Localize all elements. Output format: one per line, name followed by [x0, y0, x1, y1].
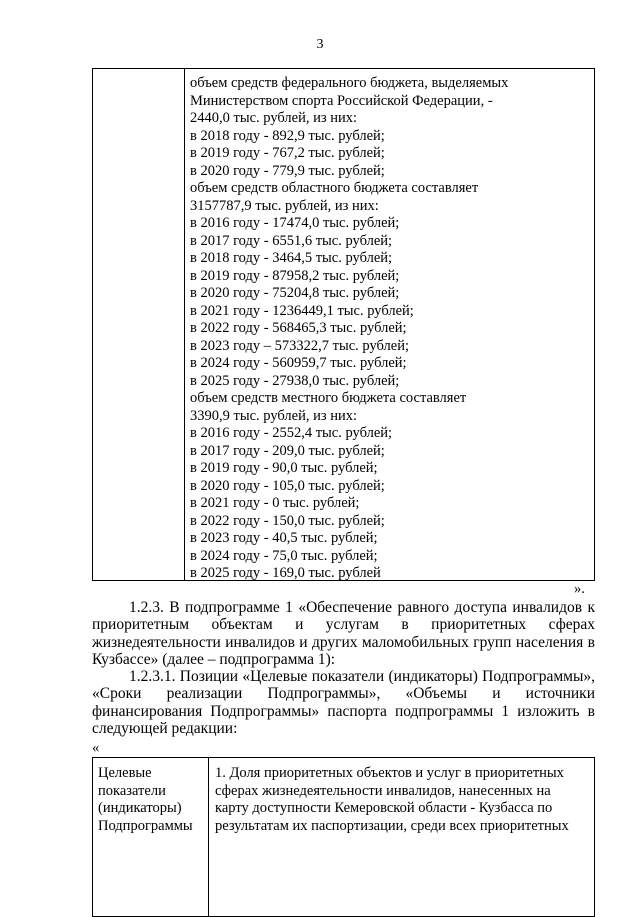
- funding-line: в 2018 году - 892,9 тыс. рублей;: [190, 127, 385, 144]
- indicator-value-line: карту доступности Кемеровской области - Кузбасса по: [215, 800, 553, 816]
- funding-line: в 2024 году - 560959,7 тыс. рублей;: [190, 355, 407, 371]
- funding-line: в 2025 году - 169,0 тыс. рублей: [190, 565, 381, 581]
- page-number: 3: [316, 37, 324, 52]
- indicator-label-line: (индикаторы): [98, 800, 182, 816]
- funding-line: в 2018 году - 3464,5 тыс. рублей;: [190, 250, 393, 266]
- paragraph-1-2-3-1: 1.2.3.1. Позиции «Целевые показатели (индикаторы) Подпрограммы», «Сроки реализации Подпрограммы», «Объемы и источники финансирования Подпрограммы» паспорта подпрограммы 1 изложить в следующей редакции:: [92, 668, 595, 737]
- funding-line: в 2022 году - 568465,3 тыс. рублей;: [190, 320, 407, 336]
- funding-line: в 2023 году - 40,5 тыс. рублей;: [190, 530, 378, 546]
- funding-line: Министерством спорта Российской Федерации, -: [190, 92, 493, 109]
- funding-line: в 2019 году - 87958,2 тыс. рублей;: [190, 267, 400, 284]
- funding-line: в 2021 году - 1236449,1 тыс. рублей;: [190, 302, 414, 319]
- table-column-divider: [184, 69, 185, 580]
- funding-line: в 2017 году - 6551,6 тыс. рублей;: [190, 232, 393, 249]
- funding-line: 3390,9 тыс. рублей, из них:: [190, 407, 357, 424]
- funding-line: в 2025 году - 27938,0 тыс. рублей;: [190, 372, 400, 389]
- funding-line: в 2017 году - 209,0 тыс. рублей;: [190, 442, 385, 459]
- indicators-table: [92, 757, 595, 917]
- indicator-label-line: Подпрограммы: [98, 817, 193, 834]
- funding-line: объем средств областного бюджета составляет: [190, 180, 479, 196]
- table-column-divider: [208, 758, 209, 916]
- funding-line: в 2023 году – 573322,7 тыс. рублей;: [190, 337, 410, 354]
- indicator-value-line: результатам их паспортизации, среди всех приоритетных: [215, 817, 569, 834]
- indicator-label-line: показатели: [98, 782, 166, 799]
- closing-quote: ».: [574, 581, 585, 597]
- paragraph-1-2-3: 1.2.3. В подпрограмме 1 «Обеспечение равного доступа инвалидов к приоритетным объектам и услугам в приоритетных сферах жизнедеятельности инвалидов и других маломобильных групп населения в Кузбассе» (далее – подпрограмма 1):: [92, 599, 595, 668]
- indicator-value-line: сферах жизнедеятельности инвалидов, нанесенных на: [215, 782, 551, 799]
- indicators-value-cell: [215, 765, 591, 835]
- indicator-value-line: 1. Доля приоритетных объектов и услуг в приоритетных: [215, 765, 564, 781]
- funding-line: в 2021 году - 0 тыс. рублей;: [190, 495, 360, 511]
- funding-table: [92, 68, 595, 581]
- funding-cell: [190, 75, 590, 583]
- funding-line: в 2022 году - 150,0 тыс. рублей;: [190, 512, 385, 529]
- funding-line: в 2024 году - 75,0 тыс. рублей;: [190, 547, 378, 564]
- funding-line: объем средств местного бюджета составляет: [190, 390, 467, 406]
- funding-line: в 2019 году - 90,0 тыс. рублей;: [190, 460, 378, 476]
- funding-line: в 2016 году - 17474,0 тыс. рублей;: [190, 215, 400, 231]
- funding-line: 2440,0 тыс. рублей, из них:: [190, 110, 357, 126]
- opening-quote: «: [92, 740, 100, 756]
- indicator-label-line: Целевые: [98, 765, 152, 781]
- funding-line: в 2019 году - 767,2 тыс. рублей;: [190, 145, 385, 161]
- funding-line: в 2020 году - 75204,8 тыс. рублей;: [190, 285, 400, 301]
- funding-line: объем средств федерального бюджета, выделяемых: [190, 75, 509, 91]
- funding-line: в 2020 году - 779,9 тыс. рублей;: [190, 162, 385, 179]
- funding-line: 3157787,9 тыс. рублей, из них:: [190, 197, 379, 214]
- funding-line: в 2016 году - 2552,4 тыс. рублей;: [190, 425, 393, 441]
- funding-line: в 2020 году - 105,0 тыс. рублей;: [190, 477, 385, 494]
- indicators-label-cell: [98, 765, 206, 835]
